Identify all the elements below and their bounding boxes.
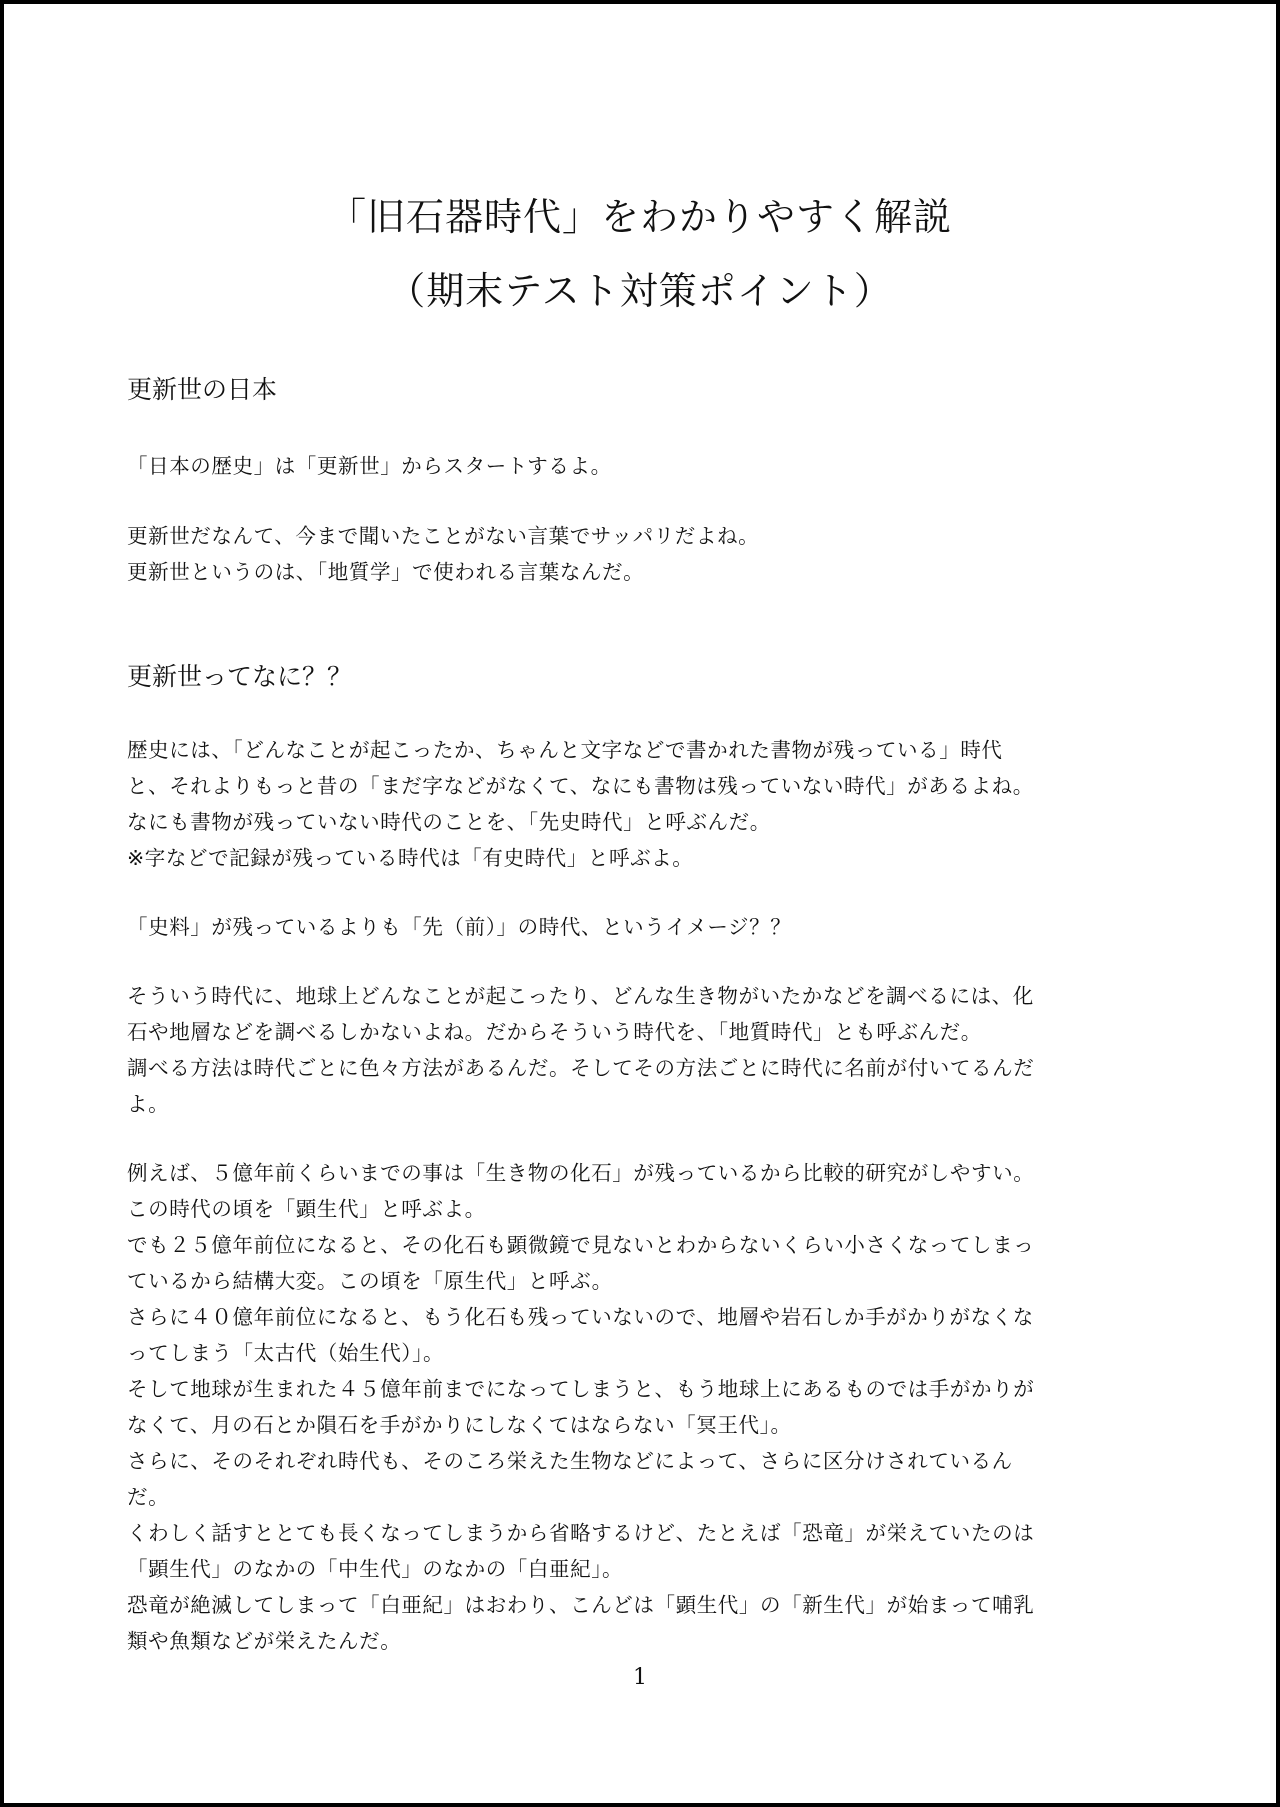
text-line: 歴史には、「どんなことが起こったか、ちゃんと文字などで書かれた書物が残っている」時代 <box>127 738 1003 762</box>
text-line: さらに、そのそれぞれ時代も、そのころ栄えた生物などによって、さらに区分けされているん <box>127 1449 1013 1473</box>
text-line: と、それよりもっと昔の「まだ字などがなくて、なにも書物は残っていない時代」があるよね。 <box>127 774 1034 798</box>
text-line: そして地球が生まれた４５億年前までになってしまうと、もう地球上にあるものでは手がかりが <box>127 1377 1035 1401</box>
paragraph <box>127 732 1167 876</box>
text-line: くわしく話すととても長くなってしまうから省略するけど、たとえば「恐竜」が栄えていたのは <box>127 1521 1035 1545</box>
text-line: 「史料」が残っているよりも「先（前）」の時代、というイメージ？？ <box>127 915 792 939</box>
paragraph <box>127 978 1167 1122</box>
text-line: 「日本の歴史」は「更新世」からスタートするよ。 <box>127 454 612 478</box>
text-line: ってしまう「太古代（始生代）」。 <box>127 1341 445 1365</box>
paragraph <box>127 909 1167 945</box>
paragraph <box>127 1155 1167 1659</box>
text-line: さらに４０億年前位になると、もう化石も残っていないので、地層や岩石しか手がかりがなくな <box>127 1305 1034 1329</box>
title-line-1: 「旧石器時代」をわかりやすく解説 <box>327 195 952 239</box>
text-line: ているから結構大変。この頃を「原生代」と呼ぶ。 <box>127 1269 613 1293</box>
paragraph <box>127 518 1167 590</box>
text-line: なくて、月の石とか隕石を手がかりにしなくてはならない「冥王代」。 <box>127 1413 792 1437</box>
text-line: 調べる方法は時代ごとに色々方法があるんだ。そしてその方法ごとに時代に名前が付いてるんだ <box>127 1056 1035 1080</box>
document-title <box>0 180 1280 328</box>
text-line: 「顕生代」のなかの「中生代」のなかの「白亜紀」。 <box>127 1557 624 1581</box>
section-heading-kooshinsei-no-nihon: 更新世の日本 <box>127 375 278 404</box>
text-line: 類や魚類などが栄えたんだ。 <box>127 1629 402 1653</box>
text-line: なにも書物が残っていない時代のことを、「先史時代」と呼ぶんだ。 <box>127 810 771 834</box>
title-line-2: （期末テスト対策ポイント） <box>387 269 893 313</box>
text-line: 石や地層などを調べるしかないよね。だからそういう時代を、「地質時代」とも呼ぶんだ。 <box>127 1020 982 1044</box>
section-heading-kooshinsei-tte-nani: 更新世ってなに？？ <box>127 662 353 691</box>
text-line: 更新世だなんて、今まで聞いたことがない言葉でサッパリだよね。 <box>127 524 760 548</box>
text-line: 恐竜が絶滅してしまって「白亜紀」はおわり、こんどは「顕生代」の「新生代」が始まって哺乳 <box>127 1593 1035 1617</box>
text-line: 更新世というのは、「地質学」で使われる言葉なんだ。 <box>127 560 645 584</box>
text-line: でも２５億年前位になると、その化石も顕微鏡で見ないとわからないくらい小さくなってしまっ <box>127 1233 1035 1257</box>
text-line: 例えば、５億年前くらいまでの事は「生き物の化石」が残っているから比較的研究がしやすい。 <box>127 1161 1035 1185</box>
text-line: そういう時代に、地球上どんなことが起こったり、どんな生き物がいたかなどを調べるには、化 <box>127 984 1034 1008</box>
text-line: だ。 <box>127 1485 170 1509</box>
text-line: この時代の頃を「顕生代」と呼ぶよ。 <box>127 1197 486 1221</box>
text-line: よ。 <box>127 1092 170 1116</box>
page-number: 1 <box>633 1665 647 1690</box>
paragraph <box>127 448 1167 484</box>
text-line: ※字などで記録が残っている時代は「有史時代」と呼ぶよ。 <box>127 846 694 870</box>
